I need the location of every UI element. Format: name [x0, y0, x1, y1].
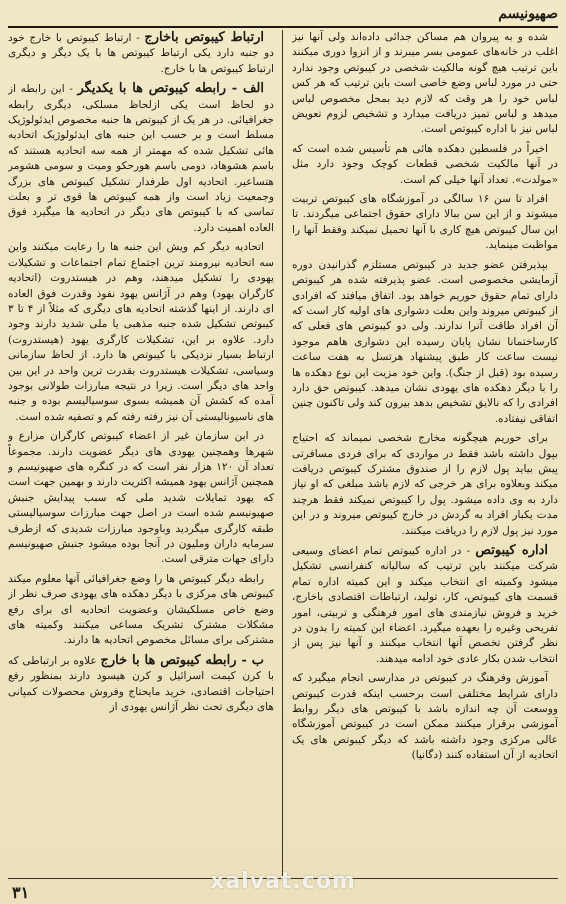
watermark: xalvat.com [210, 869, 356, 894]
paragraph: برای حوریم هیچگونه مخارج شخصی نمیماند که احتیاج بپول داشته باشد فقط در مواردی که برای فردی مسافرتی پیش بیاید پول لازم را از صندوق مشترک کیبوتص دریافت میکند وبعلاوه برای هر خرجی که لازم باشد مبلغی که او نیاز دارد به وی داده میشود. پول را کیبوتص نمیکند فقط هرچند مدت یکبار افراد به گردش در خارج کیبوتص میروند و در این مورد نیز پول لازم را دریافت میکنند. [292, 432, 558, 537]
paragraph: شده و به پیروان هم مساکن جدائی داده‌اند ولی آنها نیز اغلب در خانه‌های عمومی بسر میبرند و از انزوا دوری میکنند باین ترتیب هیچ گونه مالکیت شخصی در کیبوتص وجود ندارد حتی در مورد لباس وضع خاصی است باین ترتیب که هر کس لباس خود را هر وقت که لازم دید بمحل مخصوص لباس میدهد و لباس تمیز دریافت میدارد و تشخیص لزوم تعویض لباس نیز با اداره کیبوتص است. [292, 31, 558, 136]
section-body: - در اداره کیبوتص تمام اعضای وسیعی شرکت میکنند باین ترتیب که سالیانه کنفرانسی تشکیل میشود وکمیته ای انتخاب میکند و این کمیته اداره تمام قسمت های کیبوتص، کار، تولید، ارتباطات اقتصادی باخارج، خرید و فروش نیازمندی های امور فرهنگی و تربیتی، امور تفریحی وغیره را بعهده میگیرد. اعضاء این کمیته را بدون در نظر گرفتن تخصص آنها انتخاب میکنند و آنها نیز پس از انتخاب شدن بکار عادی خود ادامه میدهند. [292, 545, 558, 665]
section-paragraph [8, 30, 274, 77]
section-paragraph [292, 543, 558, 667]
paragraph: در این سازمان غیر از اعضاء کیبوتص کارگران مزارع و شهرها وهمچنین یهودی های دیگر عضویت دارند. مجموعاً تعداد آن ۱۲۰ هزار نفر است که در کنگره های صهیونیسم و همچنین آژانس یهود همیشه اکثریت دارند و بهمین جهت است که یهود تمایلات شدید ملی که سبب پیدایش جنبش صهیونیسم شده است در اصل جهت مبارزات سوسیالیستی طبقه کارگری میگردید وباوجود مبارزات شدیدی که ازطرف سرمایه داران وملیون در آنجا بوده میشود جنبش صهیونیسم دارای جهات مترقی است. [8, 430, 274, 566]
page-header [8, 6, 558, 28]
section-paragraph [8, 653, 274, 716]
page-number: ۳۱ [12, 883, 30, 902]
section-heading-external-relations: ارتباط کیبوتص باخارج [144, 30, 264, 45]
section-body: علاوه بر ارتباطی که با کرن کیمت اسرائیل و کرن هیسود دارند بمنظور رفع احتیاجات اقتصادی، خرید مایحتاج وفروش محصولات کمپانی های دیگری تحت نظر آژانس یهودی از [8, 654, 274, 714]
subsection-heading-outside-relations: ب - رابطه کیبوتص ها با خارج [100, 652, 264, 668]
paragraph: رابطه دیگر کیبوتص ها را وضع جغرافیائی آنها معلوم میکند کیبوتص های مرکزی با دیگر دهکده های یهودی صرف نظر از وضع خاص مسلکیشان وعضویت اتحادیه ای برای رفع مشکلات مشترک تشریک مساعی میکنند وکمیته های مشترکی برای مسائل مخصوص اتحادیه ها دارند. [8, 572, 274, 647]
paragraph: آموزش وفرهنگ در کیبوتص در مدارسی انجام میگیرد که دارای شرایط مختلفی است برحسب اینکه قدرت کیبوتص ووسعت آن چه اندازه باشد با کیبوتص های دیگر روابط آموزشی برقرار میکنند ممکن است در کیبوتص آموزشگاه عالی مرکزی وجود داشته باشد که دیگر کیبوتص های یک اتحادیه از آن استفاده کنند (دگانیا) [292, 672, 558, 762]
section-heading-administration: اداره کیبوتص [475, 543, 548, 558]
section-paragraph [8, 81, 274, 236]
paragraph: بپذیرفتن عضو جدید در کیبوتص مستلزم گذرانیدن دوره آزمایشی مخصوصی است. عضو پذیرفته شده هر کیبوتص دارای تمام حقوق حوریم خواهد بود. اتفاق میافتد که افرادی از کیبوتص میروند واین بعلت دشواری های اولیه کار است که آن افراد طاقت آنرا ندارند. ولی دو کیبوتص های فعلی که کارساختمانا نشان پایان رسیده این دشواری هاهم موجود نیست ساعت کار طبق پیشنهاد هرتسل به هفت ساعت رسیده بود (قبل از جنگ). واین خود مزیت این نوع دهکده ها را با دیگر دهکده های یهودی نشان میدهد. کیبوتص حق دارد افرادی را که نالایق تشخیص بدهد بیرون کند ولی تاکنون چنین اتفاقی نیفتاده. [292, 258, 558, 425]
right-column [292, 30, 558, 876]
section-body: - ارتباط کیبوتص با خارج خود دو جنبه دارد یکی ارتباط کیبوتص ها با یک دیگر و دیگری ارتباط کیبوتص ها با خارج. [8, 32, 274, 75]
subsection-heading-mutual-relations: الف - رابطه کیبوتص ها با یکدیگر [77, 81, 264, 97]
left-column [8, 30, 274, 876]
column-divider [282, 30, 283, 876]
running-head: صهیونیسم [498, 6, 558, 22]
paragraph: اتحادیه دیگر کم ویش این جنبه ها را رعایت میکنند واین سه اتحادیه نیرومند ترین اجتماع تمام اجتماعات و تشکیلات یهودی را تشکیل میدهند، وهم در هیستدروت (اتحادیه کارگران یهود) وهم در آژانس یهود نفوذ وقدرت فوق العاده ای دارند. از اینها گذشته اتحادیه های دیگری که مثلاً از ۴ تا ۳ کیبوتص تشکیل شده جنبه مذهبی یا ملی شدید دارند وجود دارد. علاوه بر این، تشکیلات کارگری یهود (هیستدروت) ارتباط بسیار نزدیکی با کیبوتص ها دارد. از لحاظ سازمانی وسیاسی، تشکیلات هیستدروت بقدرت ترین واحد در این بین واحد های دیگر است. زیرا در نتیجه مبارزات طولانی بوجود آمده که کشش آن همیشه بسوی سوسیالیسم بوده و جنبه های ناسیونالیستی آن نیز رفته رفته کم و تصفیه شده است. [8, 241, 274, 423]
paragraph: اخیراً در فلسطین دهکده هائی هم تأسیس شده است که در آنها مالکیت شخصی قطعات کوچک وجود دارد مثل «مولدت». تعداد آنها خیلی کم است. [292, 142, 558, 186]
paragraph: افراد تا سن ۱۶ سالگی در آموزشگاه های کیبوتص تربیت میشوند و از این سن ببالا دارای حقوق اجتماعی میگردند. تا این سال کیبوتص هیچ کاری با آنها تحمیل نمیکند وفقط آنها را مواظبت مینماید. [292, 193, 558, 252]
section-body: - این رابطه از دو لحاظ است یکی ازلحاظ مسلکی، دیگری رابطه جغرافیائی. در هر یک از کیبوتص ها جنبه مخصوص ایدئولوژیک مسلط است و بر حسب این جنبه های ایدئولوژیک اتحادیه هائی تشکیل شده که مهمتر از همه سه اتحادیه هستند که باسم هشوهاد، دومی باسم هورحکو ومیت و سومی هشومر هتساعیر. اتحادیه اول طرفدار تشکیل کیبوتص های بزرگ وجمعیت زیاد است واز همه کیبوتص ها قوی تر و بعلت تماسی که با کیبوتص های دیگر در اتحادیه ها میگیرد فوق العاده اهمیت دارد. [8, 83, 274, 234]
